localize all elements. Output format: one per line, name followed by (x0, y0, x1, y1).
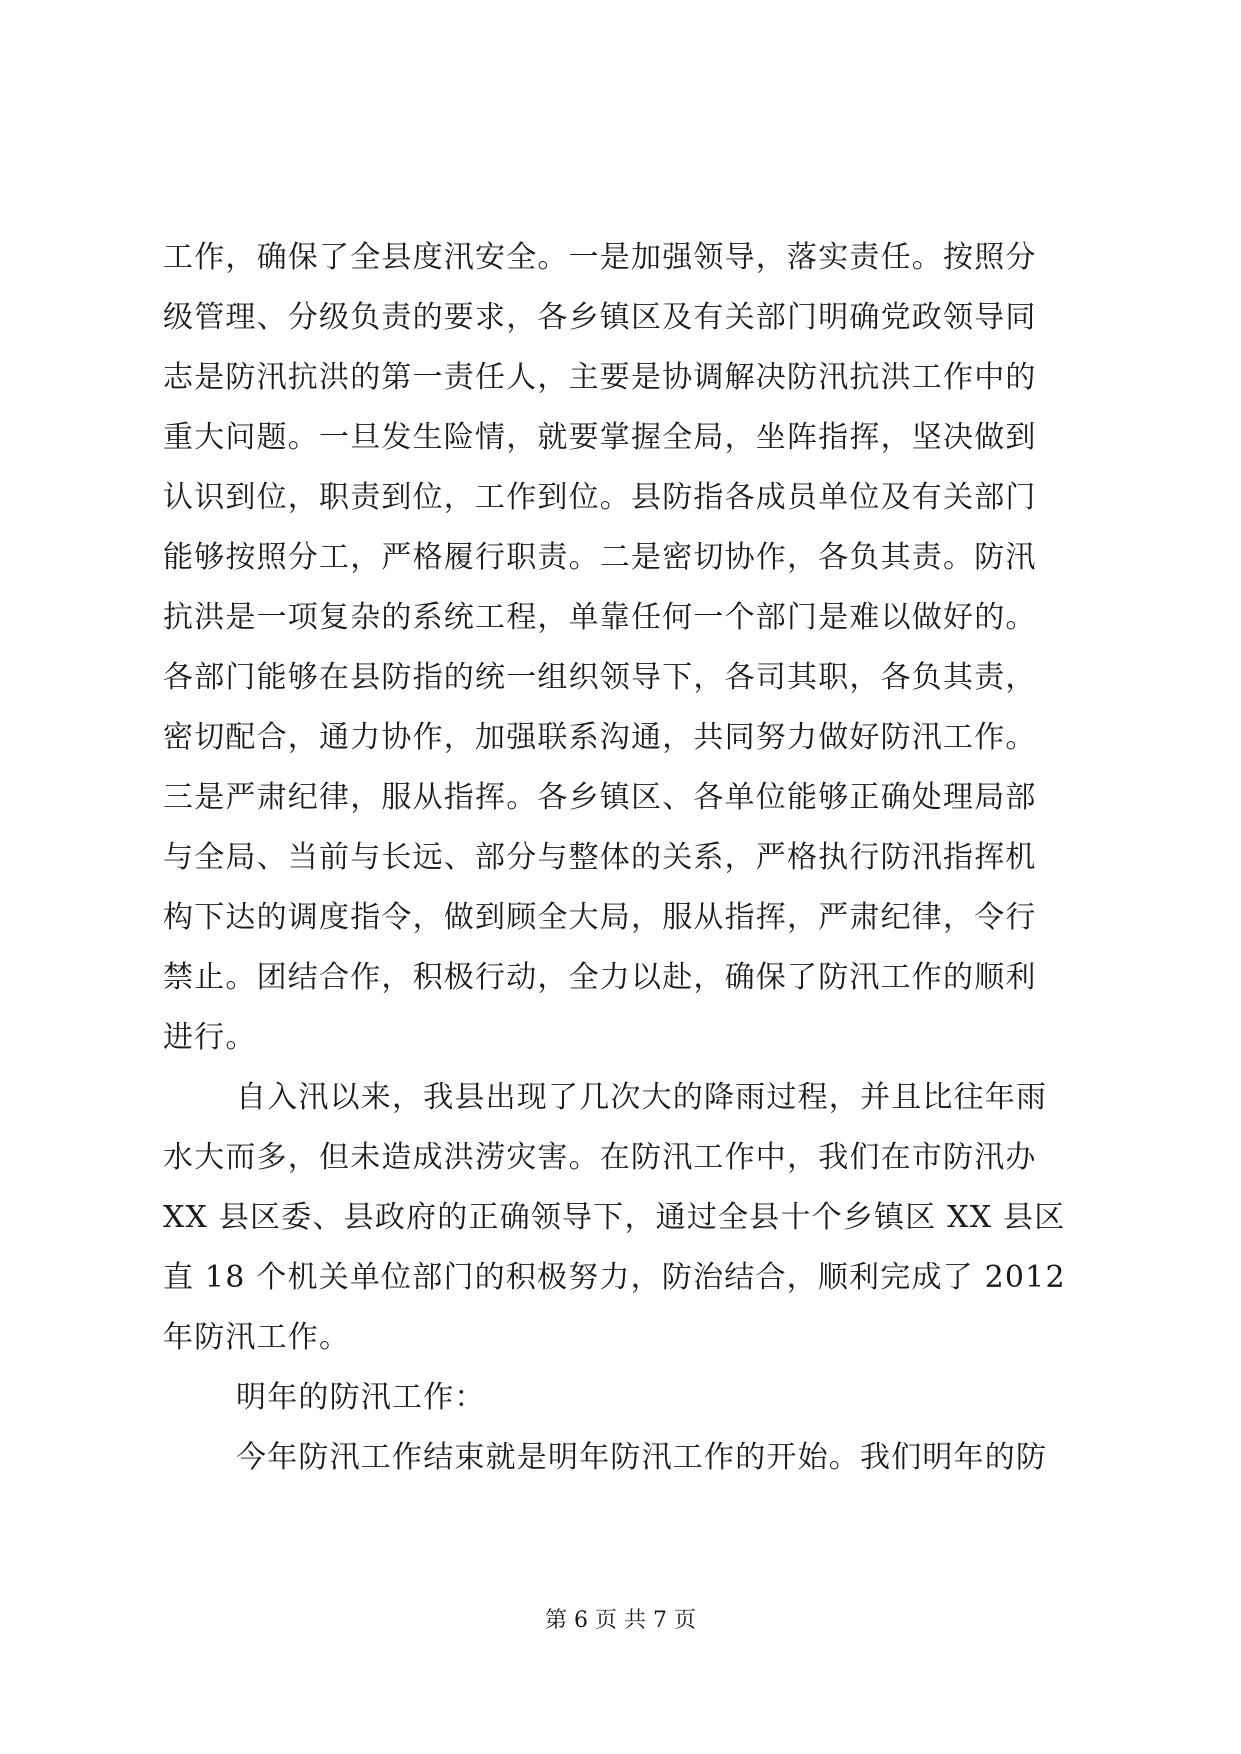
text-line: 重大问题。一旦发生险情，就要掌握全局，坐阵指挥，坚决做到 (163, 420, 1037, 455)
text-line: 三是严肃纪律，服从指挥。各乡镇区、各单位能够正确处理局部 (163, 780, 1037, 815)
page-footer: 第 6 页 共 7 页 (545, 1608, 696, 1633)
text-line: 构下达的调度指令，做到顾全大局，服从指挥，严肃纪律，令行 (163, 900, 1037, 935)
text-line: 密切配合，通力协作，加强联系沟通，共同努力做好防汛工作。 (163, 720, 1037, 755)
document-body (163, 228, 1088, 1488)
text-line: 能够按照分工，严格履行职责。二是密切协作，各负其责。防汛 (163, 540, 1037, 575)
text-line: 直 18 个机关单位部门的积极努力，防治结合，顺利完成了 2012 (163, 1260, 1066, 1295)
text-line: 自入汛以来，我县出现了几次大的降雨过程，并且比往年雨 (236, 1080, 1048, 1115)
text-line: 各部门能够在县防指的统一组织领导下，各司其职，各负其责， (163, 660, 1037, 695)
text-line: 认识到位，职责到位，工作到位。县防指各成员单位及有关部门 (163, 480, 1037, 515)
text-line: 抗洪是一项复杂的系统工程，单靠任何一个部门是难以做好的。 (163, 600, 1037, 635)
text-line: 明年的防汛工作： (236, 1380, 486, 1415)
text-line: 水大而多，但未造成洪涝灾害。在防汛工作中，我们在市防汛办 (163, 1140, 1037, 1175)
text-line: 与全局、当前与长远、部分与整体的关系，严格执行防汛指挥机 (163, 840, 1037, 875)
text-line: 禁止。团结合作，积极行动，全力以赴，确保了防汛工作的顺利 (163, 960, 1037, 995)
text-line: 工作，确保了全县度汛安全。一是加强领导，落实责任。按照分 (163, 240, 1037, 275)
text-line: 志是防汛抗洪的第一责任人，主要是协调解决防汛抗洪工作中的 (163, 360, 1037, 395)
text-line: XX 县区委、县政府的正确领导下，通过全县十个乡镇区 XX 县区 (163, 1200, 1066, 1235)
text-line: 进行。 (163, 1020, 257, 1055)
text-line: 今年防汛工作结束就是明年防汛工作的开始。我们明年的防 (236, 1440, 1048, 1475)
text-line: 年防汛工作。 (163, 1320, 351, 1355)
text-line: 级管理、分级负责的要求，各乡镇区及有关部门明确党政领导同 (163, 300, 1037, 335)
